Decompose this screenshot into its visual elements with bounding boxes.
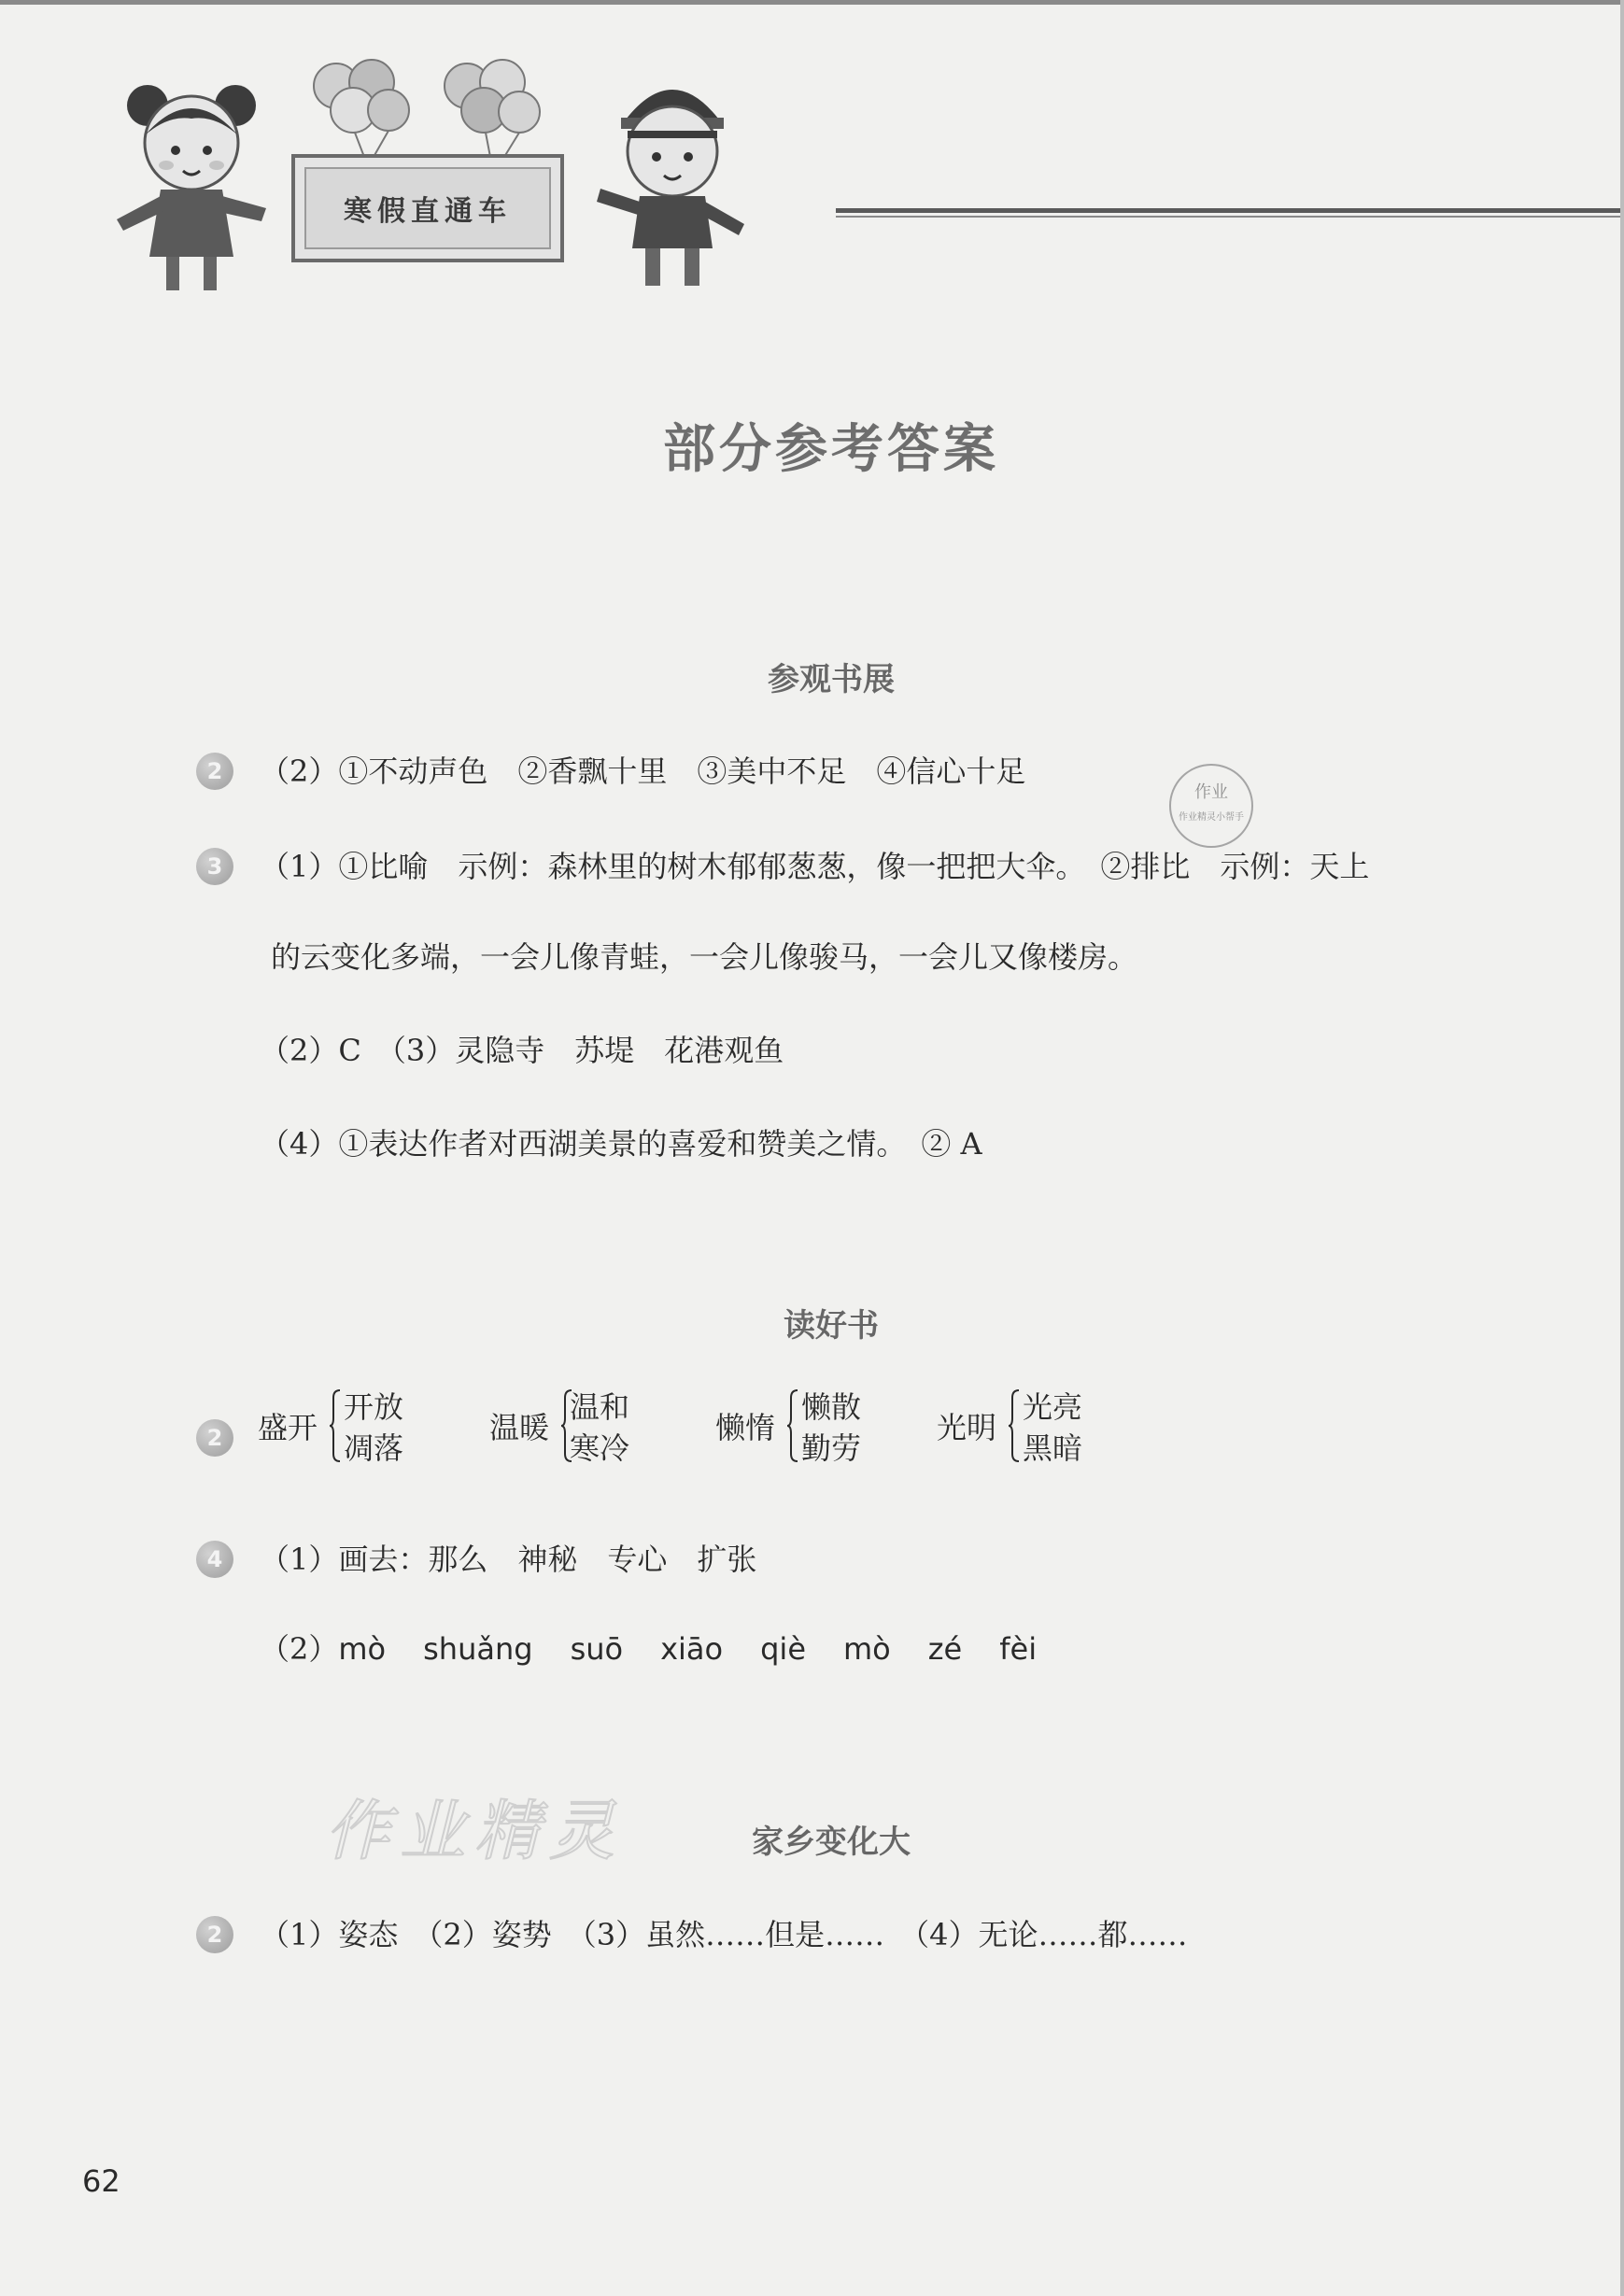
answer-line: （4）①表达作者对西湖美景的喜爱和赞美之情。 ② A xyxy=(260,1126,982,1162)
group-bottom-word: 凋落 xyxy=(344,1430,404,1466)
page-top-edge xyxy=(0,0,1624,5)
pinyin-syllable: suō xyxy=(570,1631,624,1667)
pinyin-syllable: mò xyxy=(338,1631,387,1667)
girl-illustration xyxy=(112,70,271,294)
question-number-badge: 2 xyxy=(196,1419,233,1457)
group-top-word: 温和 xyxy=(570,1389,630,1425)
balloons-illustration xyxy=(299,56,588,159)
brace-icon xyxy=(1008,1388,1021,1463)
banner-sign xyxy=(291,154,564,262)
group-bottom-word: 寒冷 xyxy=(570,1430,630,1466)
section-title-2: 读好书 xyxy=(784,1307,879,1345)
group-bottom-word: 黑暗 xyxy=(1023,1430,1083,1466)
group-top-word: 光亮 xyxy=(1023,1389,1083,1425)
answer-line: 的云变化多端，一会儿像青蛙，一会儿像骏马，一会儿又像楼房。 xyxy=(271,939,1138,975)
pinyin-syllable: qiè xyxy=(760,1631,806,1667)
answer-line: （1）画去：那么 神秘 专心 扩张 xyxy=(260,1542,757,1577)
brace-icon xyxy=(329,1388,342,1463)
stamp-line-2: 作业精灵小帮手 xyxy=(1179,812,1244,823)
group-word: 盛开 xyxy=(258,1410,318,1445)
answer-line: （2）①不动声色 ②香飘十里 ③美中不足 ④信心十足 xyxy=(260,754,1026,789)
banner-sign-text: 寒假直通车 xyxy=(304,167,551,249)
section-title-1: 参观书展 xyxy=(768,661,895,698)
brace-icon xyxy=(786,1388,799,1463)
section-title-3: 家乡变化大 xyxy=(752,1824,911,1861)
pinyin-prefix: （2） xyxy=(260,1631,339,1667)
watermark-text: 作业精灵 xyxy=(325,1793,624,1869)
question-number-badge: 3 xyxy=(196,848,233,885)
question-number-badge: 2 xyxy=(196,1916,233,1953)
pinyin-syllable: fèi xyxy=(999,1631,1038,1667)
pinyin-syllable: shuǎng xyxy=(423,1631,533,1667)
answer-line: （2）C （3）灵隐寺 苏堤 花港观鱼 xyxy=(260,1033,784,1068)
page-number: 62 xyxy=(82,2163,120,2199)
watermark-stamp xyxy=(1169,764,1253,848)
question-number-badge: 4 xyxy=(196,1541,233,1578)
question-number-badge: 2 xyxy=(196,753,233,790)
answer-line: （1）姿态 （2）姿势 （3）虽然……但是…… （4）无论……都…… xyxy=(260,1917,1188,1952)
stamp-line-1: 作业 xyxy=(1194,782,1228,802)
pinyin-line xyxy=(260,1630,1037,1668)
header-rule xyxy=(836,208,1620,219)
page-right-edge xyxy=(1620,0,1624,2296)
header-banner xyxy=(112,56,766,289)
group-bottom-word: 勤劳 xyxy=(801,1430,862,1466)
boy-illustration xyxy=(593,65,752,289)
pinyin-syllable: zé xyxy=(927,1631,963,1667)
group-top-word: 开放 xyxy=(344,1389,404,1425)
page-title: 部分参考答案 xyxy=(663,419,999,480)
pinyin-syllable: xiāo xyxy=(660,1631,724,1667)
group-word: 温暖 xyxy=(489,1410,550,1445)
group-word: 懒惰 xyxy=(715,1410,776,1445)
group-word: 光明 xyxy=(937,1410,997,1445)
group-top-word: 懒散 xyxy=(801,1389,862,1425)
pinyin-syllable: mò xyxy=(843,1631,891,1667)
answer-line: （1）①比喻 示例：森林里的树木郁郁葱葱，像一把把大伞。 ②排比 示例：天上 xyxy=(260,849,1370,884)
